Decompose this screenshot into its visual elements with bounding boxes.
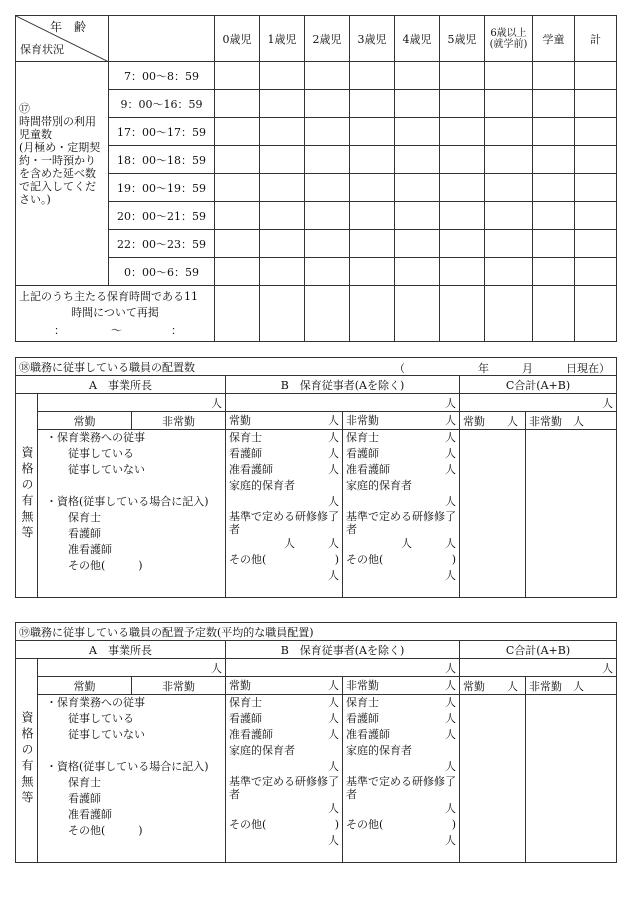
colB-nin: 人 [226, 394, 460, 412]
time-0: 7：00～8：59 [109, 62, 215, 90]
col-header-4: 4歳児 [395, 16, 440, 62]
s18-title: ⑱職務に従事している職員の配置数 [19, 360, 195, 374]
colC-header: C合計(A+B) [460, 376, 617, 394]
time-4: 19：00～19：59 [109, 174, 215, 202]
time-3: 18：00～18：59 [109, 146, 215, 174]
footer-colon-2: ： [171, 324, 182, 337]
s18-date-open: （ [394, 362, 405, 375]
col-header-3: 3歳児 [350, 16, 395, 62]
header-blank [109, 16, 215, 62]
time-7: 0：00～6：59 [109, 258, 215, 286]
usage-table [15, 15, 617, 342]
time-2: 17：00～17：59 [109, 118, 215, 146]
c-joukin: 常勤 人 [460, 412, 526, 430]
col-header-1: 1歳児 [260, 16, 305, 62]
col-header-8: 計 [575, 16, 617, 62]
colB-header: B 保育従事者(Aを除く) [226, 641, 460, 659]
col-header-2: 2歳児 [305, 16, 350, 62]
footer-line2: 時間について再掲 [71, 306, 159, 319]
b-joukin-detail: 保育士 人 看護師 人 准看護師 人 家庭的保育者 人 基準で定める研修修了者 人 その他( ) 人 [226, 695, 343, 863]
b-hijoukin-detail: 保育士 人 看護師 人 准看護師 人 家庭的保育者 人 基準で定める研修修了者 人 人 その他( ) 人 [343, 430, 460, 598]
b-joukin: 常勤 人 [226, 412, 343, 430]
time-6: 22：00～23：59 [109, 230, 215, 258]
colC-nin: 人 [460, 659, 617, 677]
c-hijoukin-detail [526, 695, 617, 863]
col-header-6: 6歳以上(就学前) [485, 16, 533, 62]
colA-header: A 事業所長 [16, 641, 226, 659]
usage-row-label: ⑰ 時間帯別の利用児童数 (月極め・定期契約・一時預かりを含めた延べ数で記入してください。) [16, 62, 109, 286]
b-joukin-detail: 保育士 人 看護師 人 准看護師 人 家庭的保育者 人 基準で定める研修修了者 人 人 その他( ) 人 [226, 430, 343, 598]
c-hijoukin: 非常勤 人 [526, 412, 617, 430]
colA-header: A 事業所長 [16, 376, 226, 394]
staff-table-19 [15, 622, 617, 863]
s18-title-row [16, 358, 617, 376]
colB-header: B 保育従事者(Aを除く) [226, 376, 460, 394]
a-joukin: 常勤 [38, 412, 132, 430]
c-joukin-detail [460, 430, 526, 598]
b-hijoukin: 非常勤 人 [343, 412, 460, 430]
col-header-0: 0歳児 [215, 16, 260, 62]
colA-nin: 人 [38, 394, 226, 412]
a-hijoukin: 非常勤 [132, 677, 226, 695]
s18-month: 月 [522, 362, 533, 375]
c-hijoukin-detail [526, 430, 617, 598]
colA-nin: 人 [38, 659, 226, 677]
a-joukin: 常勤 [38, 677, 132, 695]
usage-footer [16, 286, 215, 342]
vertical-label: 資格の有無等 [16, 659, 38, 863]
colC-nin: 人 [460, 394, 617, 412]
footer-tilde: ～ [111, 324, 122, 337]
s18-day: 日現在） [566, 362, 610, 375]
vertical-label: 資格の有無等 [16, 394, 38, 598]
c-joukin: 常勤 人 [460, 677, 526, 695]
c-hijoukin: 非常勤 人 [526, 677, 617, 695]
staff-table-18 [15, 357, 617, 598]
colC-header: C合計(A+B) [460, 641, 617, 659]
care-header: 保育状況 [20, 43, 64, 56]
b-hijoukin: 非常勤 人 [343, 677, 460, 695]
b-joukin: 常勤 人 [226, 677, 343, 695]
time-1: 9：00～16：59 [109, 90, 215, 118]
header-diagonal-cell [16, 16, 109, 62]
b-hijoukin-detail: 保育士 人 看護師 人 准看護師 人 家庭的保育者 人 基準で定める研修修了者 人 その他( ) 人 [343, 695, 460, 863]
col-header-7: 学童 [533, 16, 575, 62]
time-5: 20：00～21：59 [109, 202, 215, 230]
footer-colon-1: ： [54, 324, 65, 337]
footer-line1: 上記のうち主たる保育時間である11 [19, 290, 198, 303]
s19-title: ⑲職務に従事している職員の配置予定数(平均的な職員配置) [16, 623, 617, 641]
a-detail: ・保育業務への従事 従事している 従事していない ・資格(従事している場合に記入) 保育士 看護師 准看護師 その他( ) [38, 430, 226, 598]
a-hijoukin: 非常勤 [132, 412, 226, 430]
colB-nin: 人 [226, 659, 460, 677]
col-header-5: 5歳児 [440, 16, 485, 62]
age-header: 年 齢 [49, 20, 86, 34]
s18-year: 年 [478, 362, 489, 375]
c-joukin-detail [460, 695, 526, 863]
a-detail: ・保育業務への従事 従事している 従事していない ・資格(従事している場合に記入) 保育士 看護師 准看護師 その他( ) [38, 695, 226, 863]
